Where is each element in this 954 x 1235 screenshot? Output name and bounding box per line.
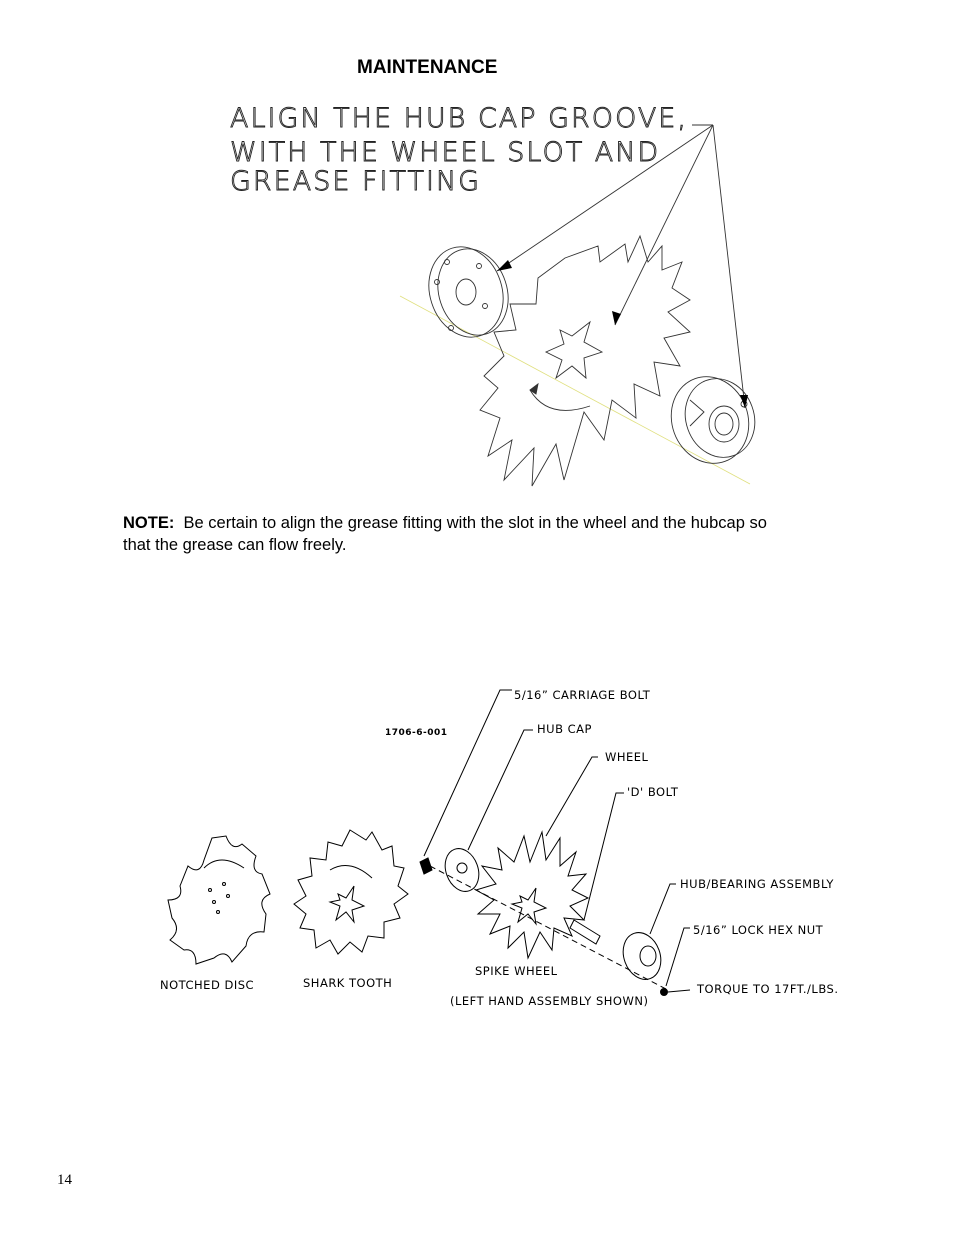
callout-line-3: GREASE FITTING: [230, 166, 482, 197]
callout-line-1: ALIGN THE HUB CAP GROOVE,: [230, 103, 688, 134]
spike-wheel-drawing: [476, 832, 588, 958]
notched-disc-drawing: [168, 836, 270, 964]
page-title: MAINTENANCE: [357, 57, 498, 78]
callout-line-2: WITH THE WHEEL SLOT AND: [230, 137, 661, 168]
label-spike-wheel: SPIKE WHEEL: [475, 964, 558, 978]
label-hub-bearing: HUB/BEARING ASSEMBLY: [680, 877, 834, 891]
label-hub-cap: HUB CAP: [537, 722, 592, 736]
note-text: Be certain to align the grease fitting with the slot in the wheel and the hubcap so that the grease can flow freely.: [123, 514, 767, 554]
label-shark-tooth: SHARK TOOTH: [303, 976, 393, 990]
page-number: 14: [57, 1172, 72, 1188]
label-left-hand-assembly: (LEFT HAND ASSEMBLY SHOWN): [450, 994, 649, 1008]
label-wheel: WHEEL: [605, 750, 649, 764]
drawing-number: 1706-6-001: [385, 728, 448, 738]
note-label: NOTE:: [123, 514, 175, 532]
hub-bearing-small: [617, 927, 667, 984]
label-lock-hex-nut: 5/16” LOCK HEX NUT: [693, 923, 824, 937]
label-d-bolt: 'D' BOLT: [627, 785, 679, 799]
label-carriage-bolt: 5/16” CARRIAGE BOLT: [514, 688, 651, 702]
label-torque: TORQUE TO 17FT./LBS.: [697, 982, 839, 996]
shark-tooth-drawing: [294, 830, 408, 954]
label-notched-disc: NOTCHED DISC: [160, 978, 255, 992]
hub-cap-small: [439, 844, 484, 896]
